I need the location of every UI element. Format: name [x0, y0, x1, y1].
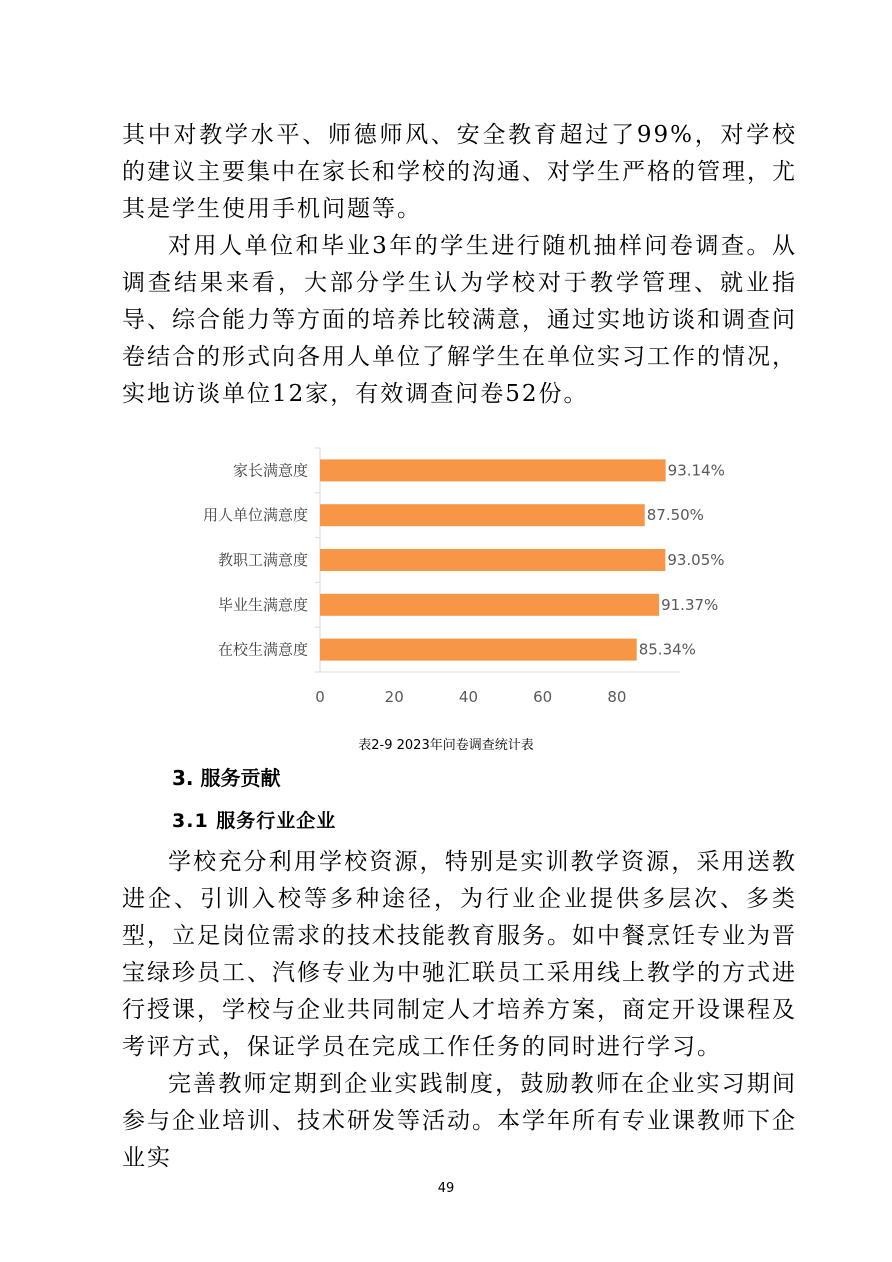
satisfaction-bar-chart — [150, 440, 750, 720]
paragraph-survey-method: 对用人单位和毕业3年的学生进行随机抽样问卷调查。从调查结果来看，大部分学生认为学校对于教学管理、就业指导、综合能力等方面的培养比较满意，通过实地访谈和调查问卷结合的形式向各用人单位了解学生在单位实习工作的情况，实地访谈单位12家，有效调查问卷52份。 — [122, 233, 797, 407]
bar-3 — [320, 594, 659, 616]
category-label-2: 教职工满意度 — [217, 551, 308, 569]
category-label-3: 毕业生满意度 — [217, 595, 308, 614]
chart-caption: 表2-9 2023年问卷调查统计表 — [358, 738, 534, 753]
paragraph-industry-service: 学校充分利用学校资源，特别是实训教学资源，采用送教进企、引训入校等多种途径，为行业企业提供多层次、多类型，立足岗位需求的技术技能教育服务。如中餐烹饪专业为晋宝绿珍员工、汽修专业为中驰汇联员工采用线上教学的方式进行授课，学校与企业共同制定人才培养方案，商定开设课程及考评方式，保证学员在完成工作任务的同时进行学习。 — [122, 849, 797, 1060]
value-label-0: 93.14% — [667, 461, 725, 480]
x-tick-label-1: 20 — [384, 688, 404, 706]
value-label-2: 93.05% — [667, 551, 725, 569]
value-label-4: 85.34% — [638, 640, 696, 659]
category-label-4: 在校生满意度 — [217, 640, 308, 659]
bar-1 — [320, 504, 645, 526]
paragraph-teacher-practice: 完善教师定期到企业实践制度，鼓励教师在企业实习期间参与企业培训、技术研发等活动。本学年所有专业课教师下企业实 — [122, 1071, 797, 1171]
x-tick-label-3: 60 — [533, 688, 553, 706]
category-label-1: 用人单位满意度 — [202, 506, 308, 525]
bar-2 — [320, 549, 665, 571]
value-label-1: 87.50% — [646, 506, 704, 525]
x-tick-label-0: 0 — [315, 688, 325, 706]
bar-4 — [320, 639, 637, 661]
x-tick-label-4: 80 — [607, 688, 627, 706]
bar-0 — [320, 459, 666, 481]
category-label-0: 家长满意度 — [232, 461, 308, 480]
section-heading: 3. 服务贡献 — [172, 766, 281, 790]
x-tick-label-2: 40 — [458, 688, 479, 706]
chart-svg — [150, 440, 750, 720]
value-label-3: 91.37% — [661, 595, 719, 614]
page-number: 49 — [437, 1181, 455, 1196]
paragraph-satisfaction-results: 其中对教学水平、师德师风、安全教育超过了99%，对学校的建议主要集中在家长和学校的沟通、对学生严格的管理，尤其是学生使用手机问题等。 — [122, 122, 797, 222]
subsection-heading: 3.1 服务行业企业 — [172, 810, 337, 832]
